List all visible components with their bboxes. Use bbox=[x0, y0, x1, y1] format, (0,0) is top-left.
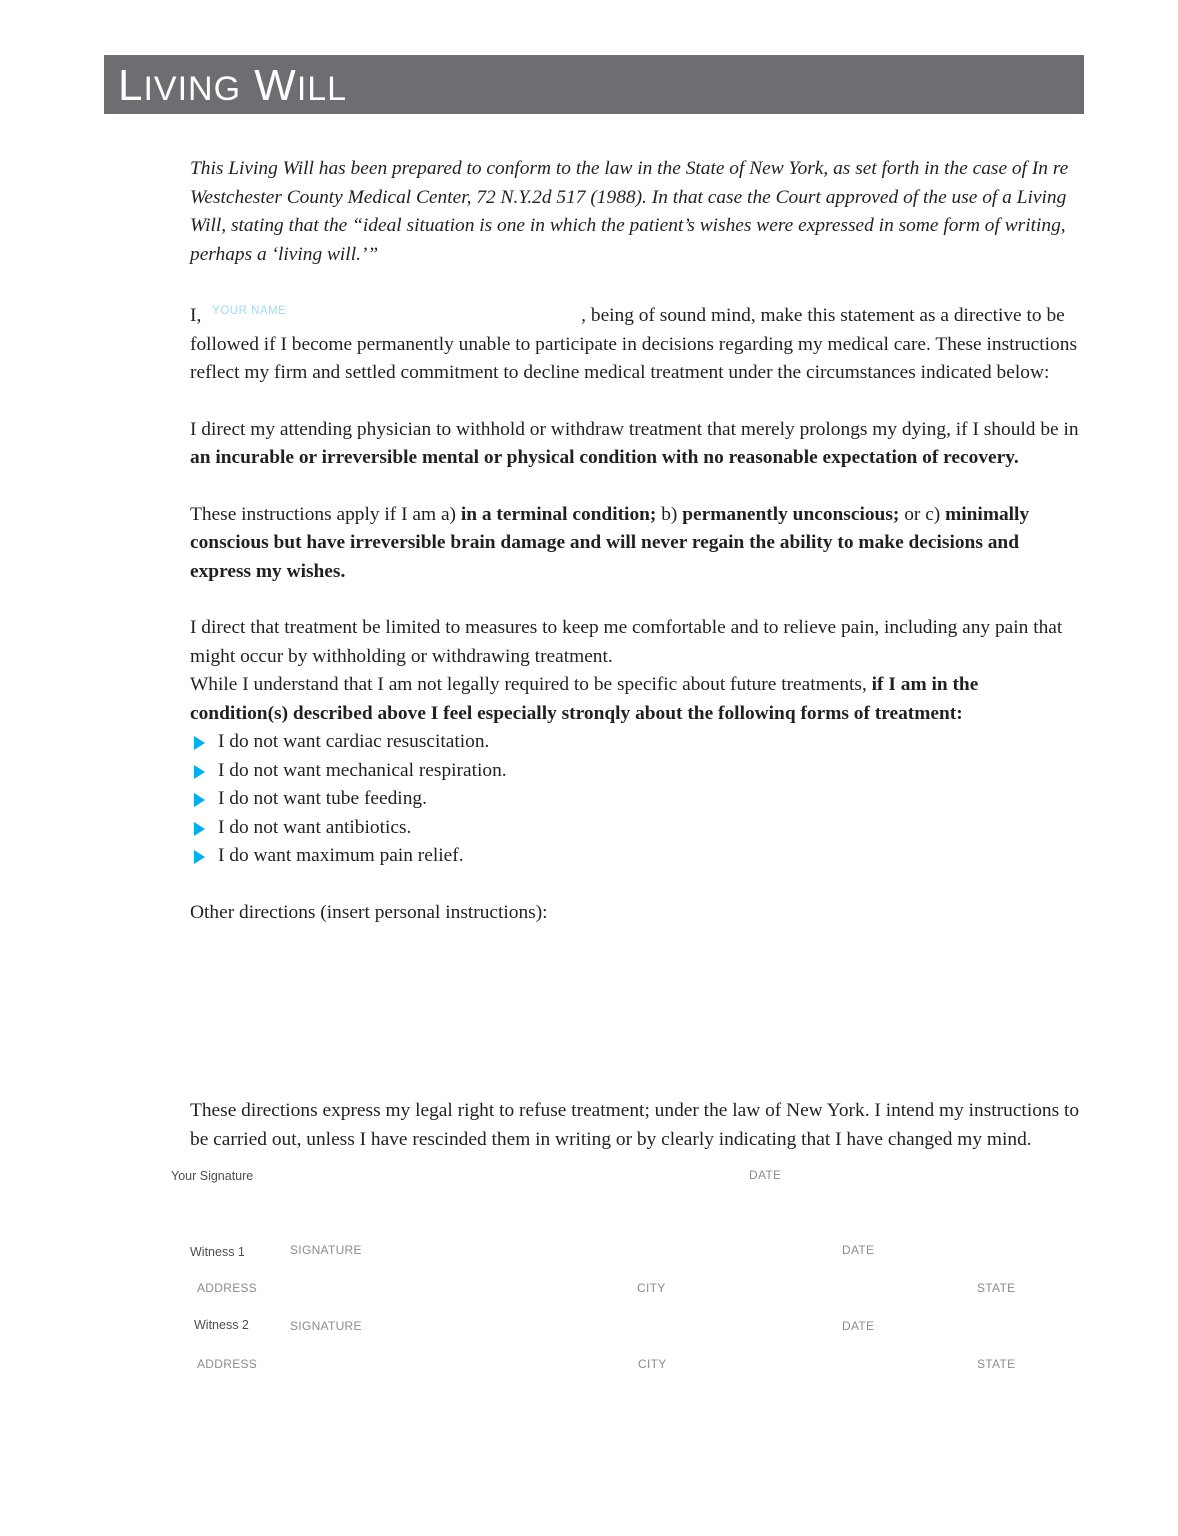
witness2-address-label: ADDRESS bbox=[197, 1357, 258, 1371]
triangle-bullet-icon bbox=[194, 765, 205, 779]
treatment-item-text: I do want maximum pain relief. bbox=[218, 845, 464, 866]
title-cap-w: W bbox=[254, 61, 297, 110]
direct-bold-text: an incurable or irreversible mental or physical condition with no reasonable expectation of recovery. bbox=[190, 447, 1019, 468]
conditions-text-b: b) bbox=[656, 503, 683, 525]
witness2-signature-field[interactable] bbox=[360, 1317, 830, 1335]
treatment-specific-text bbox=[190, 671, 1080, 728]
list-item bbox=[190, 728, 1080, 757]
witness1-signature-field[interactable] bbox=[360, 1241, 830, 1259]
title-cap-l: L bbox=[118, 61, 144, 110]
direct-text: I direct my attending physician to withhold or withdraw treatment that merely prolongs my dying, if I should be in bbox=[190, 418, 1079, 440]
your-signature-field[interactable] bbox=[260, 1166, 730, 1184]
treatment-item-text: I do not want antibiotics. bbox=[218, 816, 412, 838]
other-directions-label: Other directions (insert personal instructions): bbox=[190, 901, 548, 923]
witness1-date-label: DATE bbox=[842, 1243, 875, 1257]
conditions-text-c: or c) bbox=[899, 503, 946, 525]
your-date-label: DATE bbox=[749, 1168, 782, 1182]
your-date-field[interactable] bbox=[790, 1166, 1080, 1184]
witness1-signature-label: SIGNATURE bbox=[290, 1243, 362, 1257]
witness1-address-label: ADDRESS bbox=[197, 1281, 258, 1295]
witness2-address-field[interactable] bbox=[255, 1355, 625, 1373]
treatment-item-text: I do not want mechanical respiration. bbox=[218, 759, 507, 781]
list-item bbox=[190, 757, 1080, 786]
witness1-label: Witness 1 bbox=[190, 1245, 245, 1259]
witness2-signature-label: SIGNATURE bbox=[290, 1319, 362, 1333]
triangle-bullet-icon bbox=[194, 850, 205, 864]
witness1-city-label: CITY bbox=[637, 1281, 666, 1295]
list-item bbox=[190, 814, 1080, 843]
conditions-paragraph bbox=[190, 501, 1080, 587]
intro-paragraph: This Living Will has been prepared to conform to the law in the State of New York, as set forth in the case of In re Westchester County Medical Center, 72 N.Y.2d 517 (1988). In that case the Court approved of the use of a Living Will, stating that the “ideal situation is one in which the patient’s wishes were expressed in some form of writing, perhaps a ‘living will.’” bbox=[190, 158, 1069, 265]
declaration-prefix: I, bbox=[190, 305, 202, 326]
triangle-bullet-icon bbox=[194, 793, 205, 807]
declaration-paragraph bbox=[190, 297, 1080, 388]
witness2-label: Witness 2 bbox=[194, 1318, 249, 1332]
your-signature-label: Your Signature bbox=[171, 1169, 254, 1183]
list-item bbox=[190, 785, 1080, 814]
witness1-state-field[interactable] bbox=[1018, 1279, 1078, 1297]
title-rest-iving: IVING bbox=[143, 70, 242, 108]
treatment-limit-text: I direct that treatment be limited to measures to keep me comfortable and to relieve pain, including any pain that might occur by withholding or withdrawing treatment. bbox=[190, 617, 1063, 667]
witness2-date-label: DATE bbox=[842, 1319, 875, 1333]
direct-paragraph bbox=[190, 416, 1080, 473]
treatment-paragraph bbox=[190, 614, 1080, 728]
your-name-field[interactable] bbox=[206, 297, 581, 321]
witness1-city-field[interactable] bbox=[668, 1279, 968, 1297]
condition-unconscious: permanently unconscious; bbox=[682, 503, 900, 525]
page-title bbox=[118, 61, 347, 114]
closing-paragraph: These directions express my legal right to refuse treatment; under the law of New York. I intend my instructions to be carried out, unless I have rescinded them in writing or by clearly indicating that I have changed my mind. bbox=[190, 1100, 1080, 1150]
witness2-state-field[interactable] bbox=[1018, 1355, 1078, 1373]
your-name-placeholder: YOUR NAME bbox=[212, 305, 287, 317]
other-directions-field[interactable] bbox=[190, 927, 1080, 1097]
title-bar bbox=[104, 55, 1084, 114]
document-body bbox=[190, 155, 1080, 1182]
declaration-text: , being of sound mind, make this statement as a directive to be followed if I become permanently unable to participate in decisions regarding my medical care. These instructions reflect my firm and settled commitment to decline medical treatment under the circumstances indicated below: bbox=[190, 305, 1077, 383]
witness1-date-field[interactable] bbox=[880, 1241, 1080, 1259]
condition-minimally-conscious: minimally conscious but have irreversible brain damage and will never regain the ability to make decisions and express my wishes. bbox=[190, 503, 1030, 582]
list-item bbox=[190, 842, 1080, 871]
triangle-bullet-icon bbox=[194, 736, 205, 750]
condition-terminal: in a terminal condition; bbox=[460, 503, 657, 525]
witness2-city-field[interactable] bbox=[668, 1355, 968, 1373]
treatment-specific-bold: if I am in the condition(s) described above I feel especially stronqly about the followinq forms of treatment: bbox=[190, 674, 979, 724]
witness2-city-label: CITY bbox=[638, 1357, 667, 1371]
treatment-specific-plain: While I understand that I am not legally required to be specific about future treatments, bbox=[190, 674, 872, 695]
treatment-item-text: I do not want tube feeding. bbox=[218, 788, 427, 809]
triangle-bullet-icon bbox=[194, 822, 205, 836]
treatment-list bbox=[190, 728, 1080, 871]
title-rest-ill: ILL bbox=[296, 70, 348, 108]
witness1-state-label: STATE bbox=[977, 1281, 1016, 1295]
treatment-item-text: I do not want cardiac resuscitation. bbox=[218, 731, 490, 752]
conditions-text-a: These instructions apply if I am a) bbox=[190, 503, 461, 525]
witness2-state-label: STATE bbox=[977, 1357, 1016, 1371]
witness2-date-field[interactable] bbox=[880, 1317, 1080, 1335]
witness1-address-field[interactable] bbox=[255, 1279, 625, 1297]
